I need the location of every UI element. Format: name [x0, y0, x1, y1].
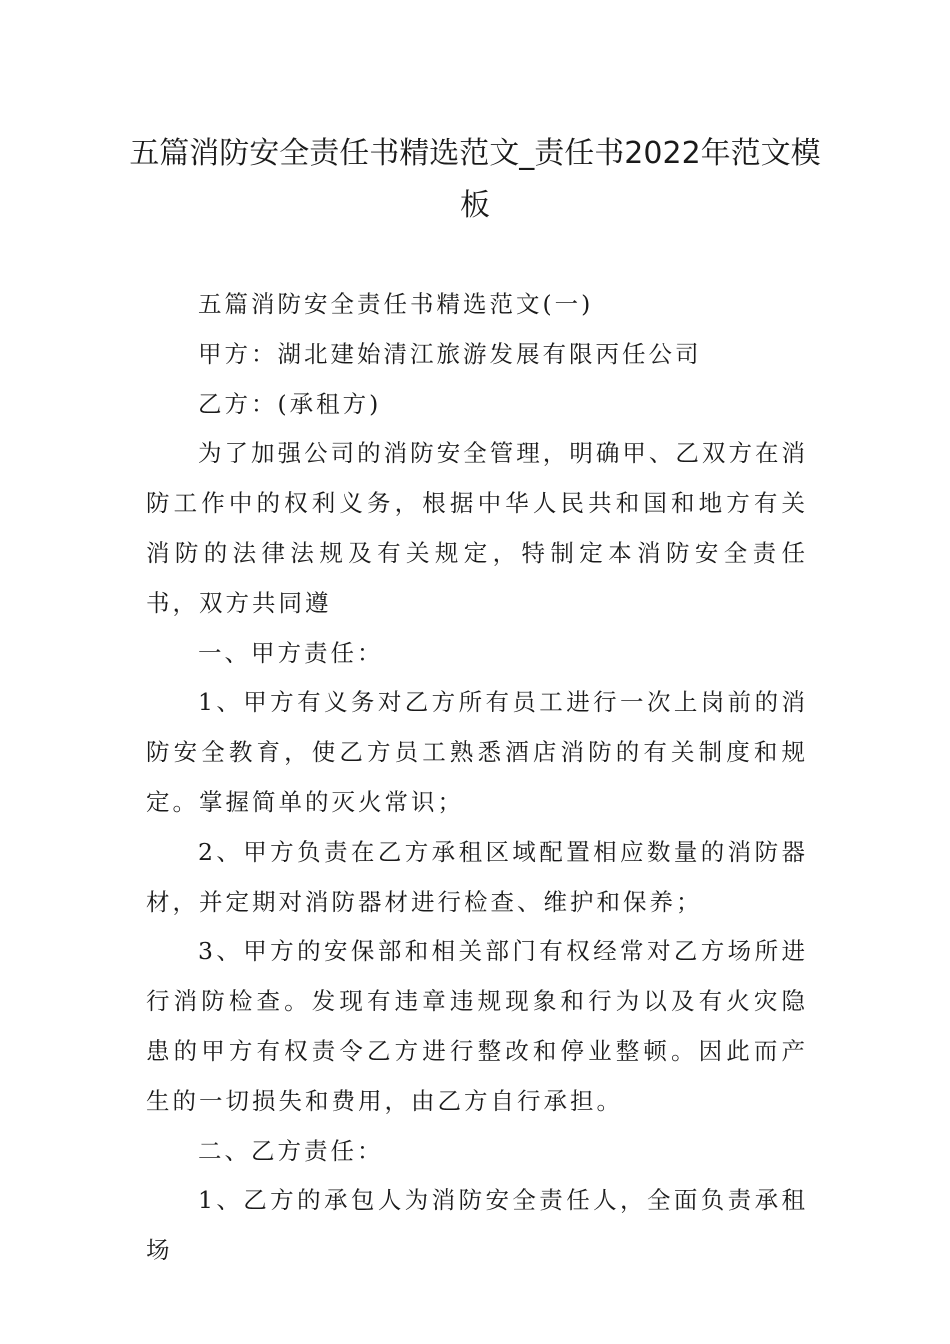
party-a-item-1: 1、甲方有义务对乙方所有员工进行一次上岗前的消防安全教育，使乙方员工熟悉酒店消防的有关制度和规定。掌握简单的灭火常识；: [146, 688, 808, 816]
party-a-line: 甲方：湖北建始清江旅游发展有限丙任公司: [198, 339, 702, 368]
party-b-responsibility-heading: 二、乙方责任：: [198, 1136, 384, 1165]
document-title: 五篇消防安全责任书精选范文_责任书2022年范文模板: [129, 136, 821, 223]
party-a-responsibility-heading: 一、甲方责任：: [198, 638, 384, 667]
party-a-item-3: 3、甲方的安保部和相关部门有权经常对乙方场所进行消防检查。发现有违章违规现象和行为以及有火灾隐患的甲方有权责令乙方进行整改和停业整顿。因此而产生的一切损失和费用，由乙方自行承担。: [146, 937, 808, 1115]
section-heading: 五篇消防安全责任书精选范文(一): [198, 290, 594, 318]
intro-paragraph: 为了加强公司的消防安全管理，明确甲、乙双方在消防工作中的权利义务，根据中华人民共和国和地方有关消防的法律法规及有关规定，特制定本消防安全责任书，双方共同遵: [146, 439, 808, 617]
party-b-item-1: 1、乙方的承包人为消防安全责任人，全面负责承租场: [146, 1186, 808, 1265]
document-body: [146, 280, 808, 1276]
party-b-line: 乙方：(承租方): [198, 389, 382, 418]
party-a-item-2: 2、甲方负责在乙方承租区域配置相应数量的消防器材，并定期对消防器材进行检查、维护和保养；: [146, 837, 808, 916]
